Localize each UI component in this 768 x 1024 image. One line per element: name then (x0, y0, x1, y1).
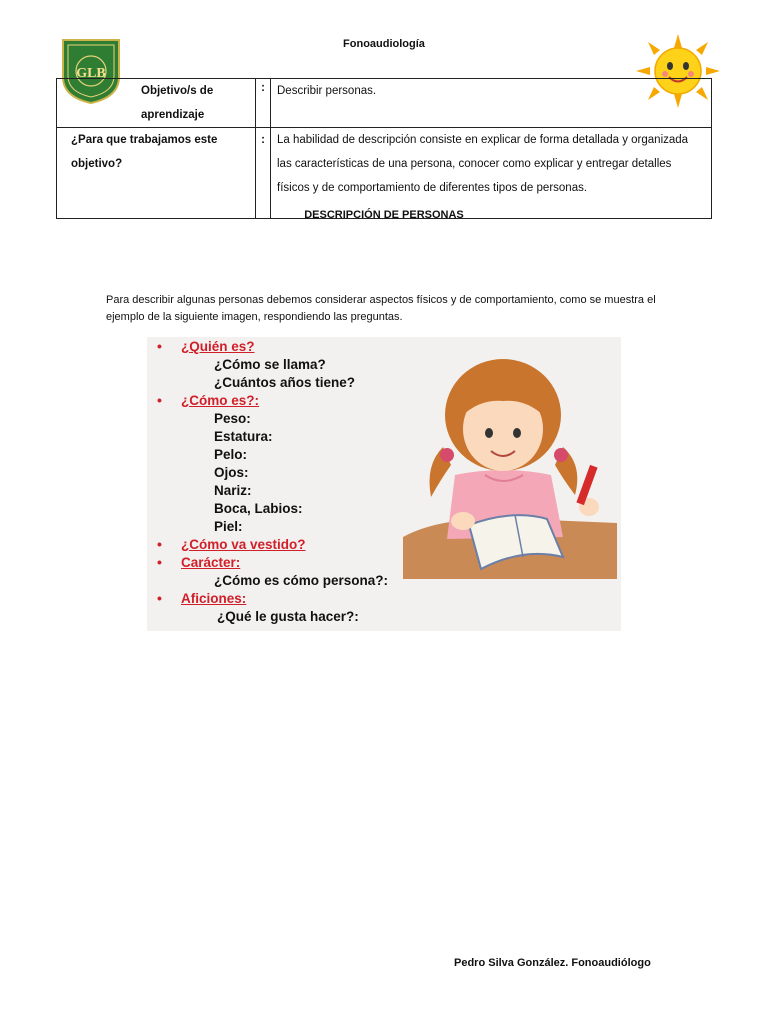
question-name: ¿Cómo se llama? (214, 357, 326, 372)
trait-hair: Pelo: (214, 447, 248, 462)
description-figure (147, 337, 621, 631)
trait-skin: Piel: (214, 519, 243, 534)
purpose-label-cell (57, 128, 256, 219)
question-hobbies: Aficiones: (181, 591, 247, 606)
trait-weight: Peso: (214, 411, 251, 426)
bullet-icon: • (157, 392, 162, 408)
colon-cell: : (256, 128, 271, 219)
colon-cell: : (256, 79, 271, 128)
objective-row (57, 79, 712, 128)
bullet-icon: • (157, 536, 162, 552)
bullet-icon: • (157, 338, 162, 354)
question-character: Carácter: (181, 555, 241, 570)
objectives-table (56, 78, 712, 219)
bullet-icon: • (157, 554, 162, 570)
bullet-icon: • (157, 590, 162, 606)
trait-mouth: Boca, Labios: (214, 501, 303, 516)
question-clothes: ¿Cómo va vestido? (181, 537, 306, 552)
trait-height: Estatura: (214, 429, 273, 444)
objective-label-cell (57, 79, 256, 128)
question-likes: ¿Qué le gusta hacer?: (217, 609, 359, 624)
objective-label: Objetivo/s de aprendizaje (141, 85, 214, 121)
footer-signature: Pedro Silva González. Fonoaudiólogo (454, 957, 651, 969)
purpose-label: ¿Para que trabajamos este objetivo? (71, 134, 218, 170)
question-how: ¿Cómo es?: (181, 393, 260, 408)
girl-writing-illustration (403, 347, 617, 579)
section-title: DESCRIPCIÓN DE PERSONAS (304, 209, 464, 221)
trait-nose: Nariz: (214, 483, 252, 498)
question-who: ¿Quién es? (181, 339, 255, 354)
document-title: Fonoaudiología (343, 38, 425, 50)
svg-text:GLB: GLB (76, 66, 106, 81)
question-personality: ¿Cómo es cómo persona?: (214, 573, 389, 588)
intro-paragraph: Para describir algunas personas debemos considerar aspectos físicos y de comportamiento, como se muestra el ejemplo de la siguiente imagen, respondiendo las preguntas. (106, 294, 656, 323)
purpose-value: La habilidad de descripción consiste en explicar de forma detallada y organizada las características de una persona, conocer como explicar y entregar detalles físicos y de comportamiento de diferentes tipos de personas. (271, 128, 712, 219)
purpose-row (57, 128, 712, 219)
trait-eyes: Ojos: (214, 465, 249, 480)
question-age: ¿Cuántos años tiene? (214, 375, 356, 390)
objective-value: Describir personas. (271, 79, 712, 128)
